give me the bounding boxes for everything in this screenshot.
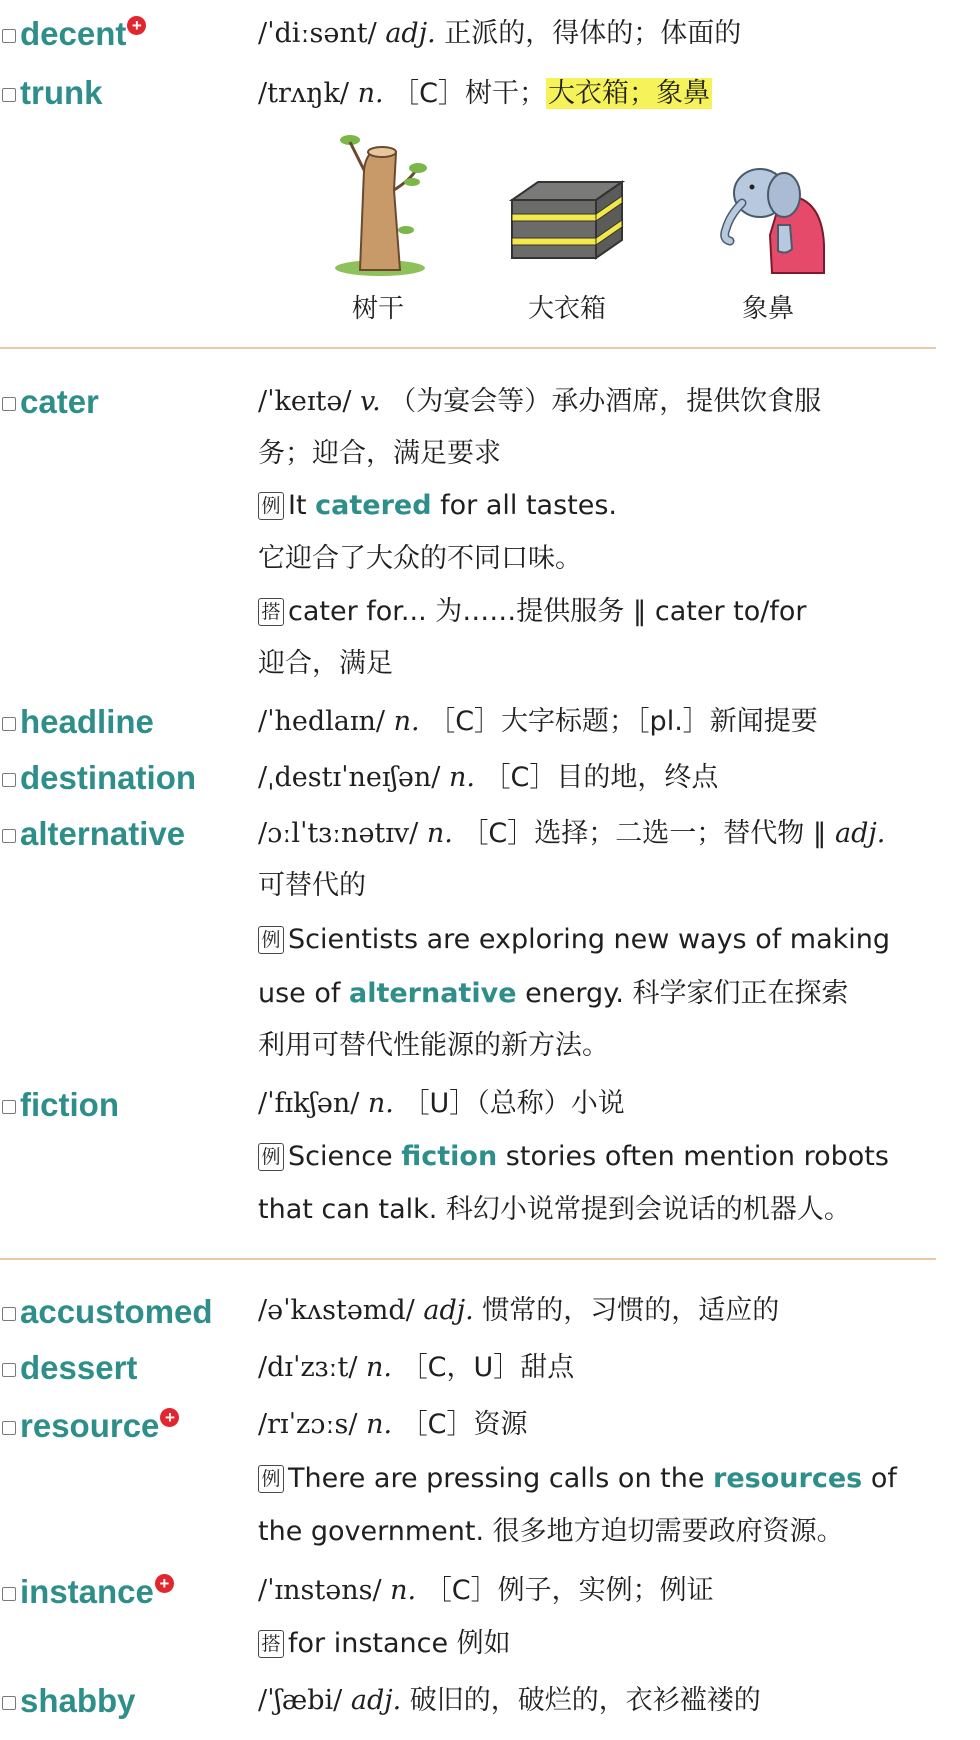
checkbox-icon bbox=[2, 1100, 16, 1114]
headword-resource: resource + bbox=[2, 1408, 179, 1442]
example-resource: 例 There are pressing calls on the resources of bbox=[258, 1465, 938, 1493]
definition-dessert: /dɪˈzɜːt/ n. ［C，U］甜点 bbox=[258, 1352, 575, 1383]
definition-cater: /ˈkeɪtə/ v. （为宴会等）承办酒席，提供饮食服 bbox=[258, 386, 822, 417]
trunk-box-illustration bbox=[508, 178, 626, 264]
example-cater: 例 It catered for all tastes. bbox=[258, 492, 938, 520]
headword-cater: cater bbox=[2, 385, 99, 418]
definition-fiction: /ˈfɪkʃən/ n. ［U］（总称）小说 bbox=[258, 1088, 625, 1119]
headword-alternative: alternative bbox=[2, 817, 185, 850]
checkbox-icon bbox=[2, 1363, 16, 1377]
section-divider bbox=[0, 1258, 936, 1260]
elephant-illustration bbox=[712, 155, 832, 275]
example-resource-line2: the government. 很多地方迫切需要政府资源。 bbox=[258, 1516, 844, 1547]
example-fiction-line2: that can talk. 科幻小说常提到会说话的机器人。 bbox=[258, 1194, 851, 1225]
definition-alternative-cont: 可替代的 bbox=[258, 870, 366, 901]
headword-shabby: shabby bbox=[2, 1684, 136, 1717]
highlighted-meaning: 大衣箱；象鼻 bbox=[548, 78, 710, 109]
definition-instance: /ˈɪnstəns/ n. ［C］例子，实例；例证 bbox=[258, 1575, 714, 1606]
checkbox-icon bbox=[2, 717, 16, 731]
caption-elephant-trunk: 象鼻 bbox=[742, 294, 795, 324]
definition-accustomed: /əˈkʌstəmd/ adj. 惯常的，习惯的，适应的 bbox=[258, 1295, 780, 1326]
definition-cater-cont: 务；迎合，满足要求 bbox=[258, 438, 501, 469]
example-alternative: 例 Scientists are exploring new ways of making bbox=[258, 926, 938, 954]
example-tag-icon: 例 bbox=[258, 1465, 284, 1493]
checkbox-icon bbox=[2, 773, 16, 787]
example-alternative-line2: use of alternative energy. 科学家们正在探索 bbox=[258, 978, 849, 1009]
example-cater-translation: 它迎合了大众的不同口味。 bbox=[258, 543, 582, 574]
collocation-cater-cont: 迎合，满足 bbox=[258, 648, 393, 679]
headword-destination: destination bbox=[2, 761, 196, 794]
caption-trunk-box: 大衣箱 bbox=[528, 294, 607, 324]
headword-headline: headline bbox=[2, 705, 154, 738]
definition-alternative: /ɔːlˈtɜːnətɪv/ n. ［C］选择；二选一；替代物 ‖ adj. bbox=[258, 818, 886, 849]
definition-destination: /ˌdestɪˈneɪʃən/ n. ［C］目的地，终点 bbox=[258, 762, 719, 793]
key-word-plus-icon: + bbox=[155, 1574, 174, 1593]
headword-fiction: fiction bbox=[2, 1088, 119, 1121]
headword-decent: decent + bbox=[2, 16, 146, 50]
key-word-plus-icon: + bbox=[127, 16, 146, 35]
collocation-cater: 搭 cater for... 为……提供服务 ‖ cater to/for bbox=[258, 598, 938, 626]
definition-shabby: /ˈʃæbi/ adj. 破旧的，破烂的，衣衫褴褛的 bbox=[258, 1685, 761, 1716]
collocation-tag-icon: 搭 bbox=[258, 598, 284, 626]
definition-decent: /ˈdiːsənt/ adj. 正派的，得体的；体面的 bbox=[258, 18, 742, 49]
headword-dessert: dessert bbox=[2, 1351, 137, 1384]
collocation-instance: 搭 for instance 例如 bbox=[258, 1630, 938, 1658]
checkbox-icon bbox=[2, 1696, 16, 1710]
checkbox-icon bbox=[2, 88, 16, 102]
caption-tree-trunk: 树干 bbox=[352, 294, 405, 324]
checkbox-icon bbox=[2, 29, 16, 43]
headword-accustomed: accustomed bbox=[2, 1295, 213, 1328]
example-alternative-line3: 利用可替代性能源的新方法。 bbox=[258, 1030, 609, 1061]
example-tag-icon: 例 bbox=[258, 1143, 284, 1171]
example-fiction: 例 Science fiction stories often mention robots bbox=[258, 1143, 938, 1171]
example-tag-icon: 例 bbox=[258, 926, 284, 954]
section-divider bbox=[0, 347, 936, 349]
checkbox-icon bbox=[2, 397, 16, 411]
checkbox-icon bbox=[2, 1587, 16, 1601]
tree-trunk-illustration bbox=[330, 130, 430, 280]
definition-trunk: /trʌŋk/ n. ［C］树干；大衣箱；象鼻 bbox=[258, 78, 710, 109]
checkbox-icon bbox=[2, 1421, 16, 1435]
checkbox-icon bbox=[2, 829, 16, 843]
collocation-tag-icon: 搭 bbox=[258, 1630, 284, 1658]
definition-headline: /ˈhedlaɪn/ n. ［C］大字标题；［pl.］新闻提要 bbox=[258, 706, 818, 737]
key-word-plus-icon: + bbox=[160, 1408, 179, 1427]
headword-instance: instance + bbox=[2, 1574, 174, 1608]
definition-resource: /rɪˈzɔːs/ n. ［C］资源 bbox=[258, 1409, 528, 1440]
headword-trunk: trunk bbox=[2, 76, 103, 109]
checkbox-icon bbox=[2, 1307, 16, 1321]
example-tag-icon: 例 bbox=[258, 492, 284, 520]
